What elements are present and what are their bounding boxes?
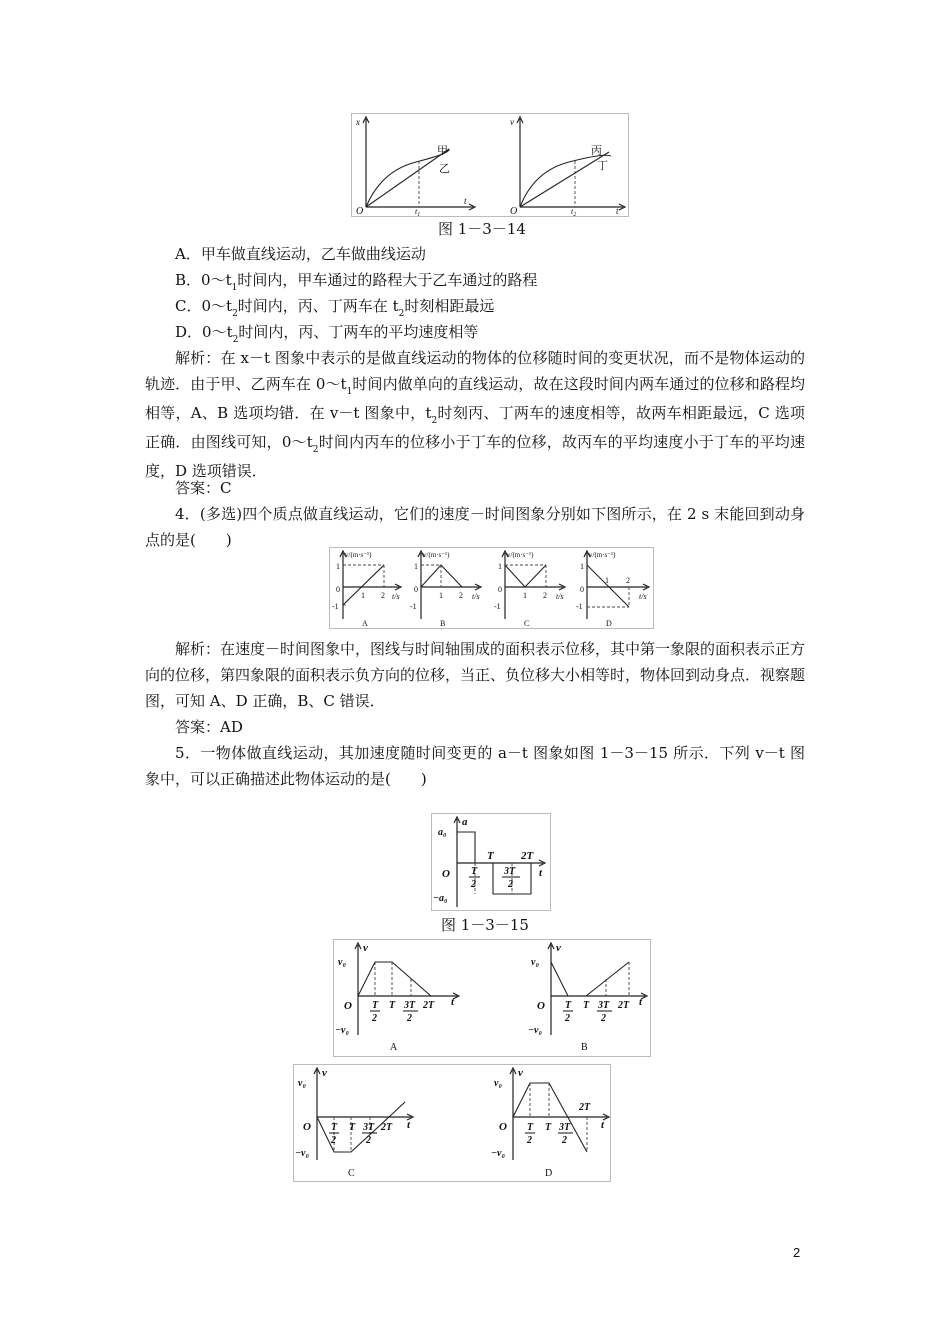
svg-text:v/(m·s⁻¹): v/(m·s⁻¹) <box>423 551 450 559</box>
svg-text:2: 2 <box>459 591 463 600</box>
svg-text:x: x <box>356 117 360 127</box>
svg-text:2: 2 <box>527 1135 532 1146</box>
q4-stem: 4．(多选)四个质点做直线运动，它们的速度－时间图象分别如下图所示，在 2 s 末能回到动身点的是( ) <box>145 505 805 549</box>
svg-text:D: D <box>545 1168 553 1179</box>
svg-text:−a₀: −a₀ <box>433 893 448 904</box>
svg-text:2: 2 <box>626 576 630 585</box>
svg-text:1: 1 <box>605 576 609 585</box>
svg-text:T: T <box>527 1122 534 1133</box>
option-c: C．$0\sim t_2$时间内，丙、丁两车在 $t_2$时刻相距最远 <box>175 297 495 319</box>
svg-text:1: 1 <box>336 562 340 571</box>
svg-text:-1: -1 <box>576 602 583 611</box>
svg-text:1: 1 <box>498 562 502 571</box>
svg-text:O: O <box>344 1000 352 1012</box>
svg-text:t: t <box>616 206 619 216</box>
svg-text:v: v <box>518 1067 523 1079</box>
svg-text:丙: 丙 <box>591 145 602 157</box>
svg-text:D: D <box>606 619 612 628</box>
svg-text:1: 1 <box>361 591 365 600</box>
svg-text:0: 0 <box>336 585 340 594</box>
svg-text:v: v <box>322 1067 327 1079</box>
q5-stem: 5．一物体做直线运动，其加速度随时间变更的 a－t 图象如图 1－3－15 所示．下列 v－t 图象中，可以正确描述此物体运动的是( ) <box>145 744 805 788</box>
svg-text:t: t <box>639 996 643 1008</box>
svg-text:a: a <box>462 816 468 828</box>
q4-answer: 答案：AD <box>175 718 243 736</box>
svg-text:T: T <box>331 1122 338 1133</box>
svg-text:v₀: v₀ <box>531 957 539 968</box>
q5-vt-figure-ab <box>333 939 651 1057</box>
svg-text:v₀: v₀ <box>298 1078 306 1089</box>
svg-text:2T: 2T <box>381 1122 393 1133</box>
svg-text:2: 2 <box>601 1013 606 1024</box>
svg-text:2T: 2T <box>579 1102 591 1113</box>
svg-text:T: T <box>565 1000 572 1011</box>
q3-answer: 答案：C <box>175 479 232 497</box>
svg-text:O: O <box>303 1121 311 1133</box>
svg-text:O: O <box>442 868 450 880</box>
svg-text:-1: -1 <box>332 602 339 611</box>
figure-caption-1-3-15: 图 1－3－15 <box>441 916 529 934</box>
svg-text:0: 0 <box>580 585 584 594</box>
svg-text:3T: 3T <box>559 1122 571 1133</box>
svg-text:A: A <box>390 1042 398 1053</box>
svg-text:3T: 3T <box>404 1000 416 1011</box>
svg-text:0: 0 <box>498 585 502 594</box>
q4-analysis: 解析：在速度－时间图象中，图线与时间轴围成的面积表示位移，其中第一象限的面积表示正方向的位移，第四象限的面积表示负方向的位移，当正、负位移大小相等时，物体回到动身点．视察题图，可知 A、D 正确，B、C 错误． <box>145 640 806 710</box>
figure-caption-1-3-14: 图 1－3－14 <box>438 220 526 238</box>
svg-text:v₀: v₀ <box>338 957 346 968</box>
svg-text:甲: 甲 <box>437 145 448 157</box>
svg-text:t: t <box>601 1119 605 1131</box>
svg-text:3T: 3T <box>363 1122 375 1133</box>
svg-text:丁: 丁 <box>597 160 608 172</box>
page-number: 2 <box>793 1245 801 1260</box>
svg-text:v/(m·s⁻¹): v/(m·s⁻¹) <box>589 551 616 559</box>
svg-text:v: v <box>363 942 368 954</box>
option-b: B．$0\sim t_1$时间内，甲车通过的路程大于乙车通过的路程 <box>175 271 538 293</box>
svg-text:2: 2 <box>508 879 513 890</box>
svg-text:2: 2 <box>331 1135 336 1146</box>
svg-text:T: T <box>545 1122 552 1133</box>
svg-text:1: 1 <box>523 591 527 600</box>
svg-text:v/(m·s⁻¹): v/(m·s⁻¹) <box>507 551 534 559</box>
svg-text:2: 2 <box>381 591 385 600</box>
q3-analysis: 解析：在 x－t 图象中表示的是做直线运动的物体的位移随时间的变更状况，而不是物体运动的轨迹．由于甲、乙两车在 $0\sim t_1$时间内做单向的直线运动，故在这段时间内两车通过的位移和路程均相等，A、B 选项均错．在 v－t 图象中，$t_2$时刻丙、丁两车的速度相等，故两车相距最远，C 选项正确．由图线可知，$0\sim t_2$时间内丙车的位移小于丁车的位移，故丙车的平均速度小于丁车的平均速度，D 选项错误． <box>145 349 805 480</box>
svg-text:T: T <box>372 1000 379 1011</box>
option-d: D．$0\sim t_2$时间内，丙、丁两车的平均速度相等 <box>175 323 479 345</box>
svg-text:3T: 3T <box>598 1000 610 1011</box>
svg-text:1: 1 <box>439 591 443 600</box>
option-a: A．甲车做直线运动，乙车做曲线运动 <box>175 245 426 263</box>
svg-text:2T: 2T <box>618 1000 630 1011</box>
svg-text:T: T <box>389 1000 396 1011</box>
figure-1-3-14 <box>351 113 629 217</box>
svg-text:v: v <box>510 117 514 127</box>
svg-text:t: t <box>464 196 467 206</box>
svg-text:乙: 乙 <box>439 163 450 175</box>
svg-text:−v₀: −v₀ <box>528 1025 542 1036</box>
figure-1-3-15 <box>431 813 551 911</box>
svg-text:T: T <box>349 1122 356 1133</box>
svg-text:2: 2 <box>565 1013 570 1024</box>
svg-text:v: v <box>556 942 561 954</box>
svg-text:O: O <box>537 1000 545 1012</box>
svg-text:2: 2 <box>372 1013 377 1024</box>
svg-text:B: B <box>440 619 446 628</box>
svg-text:-1: -1 <box>410 602 417 611</box>
svg-text:2T: 2T <box>423 1000 435 1011</box>
svg-text:t2: $t_2$ <box>571 207 577 217</box>
svg-text:T: T <box>583 1000 590 1011</box>
svg-text:t: t <box>451 996 455 1008</box>
svg-text:t/s: t/s <box>556 592 564 601</box>
q5-vt-figure-cd <box>293 1064 611 1182</box>
svg-text:O: O <box>499 1121 507 1133</box>
svg-text:B: B <box>581 1042 588 1053</box>
svg-text:t/s: t/s <box>472 592 480 601</box>
svg-text:O: O <box>510 206 518 217</box>
svg-text:2: 2 <box>562 1135 567 1146</box>
svg-text:−v₀: −v₀ <box>491 1148 505 1159</box>
svg-text:C: C <box>524 619 530 628</box>
q4-figure <box>329 547 654 629</box>
svg-text:t1: $t_1$ <box>415 207 421 217</box>
svg-text:1: 1 <box>414 562 418 571</box>
svg-text:t/s: t/s <box>392 592 400 601</box>
svg-text:2: 2 <box>543 591 547 600</box>
svg-text:−v₀: −v₀ <box>295 1148 309 1159</box>
svg-text:t/s: t/s <box>639 592 647 601</box>
svg-text:2: 2 <box>471 879 476 890</box>
svg-text:a₀: a₀ <box>438 827 447 838</box>
svg-text:t: t <box>539 867 543 879</box>
svg-text:T: T <box>487 850 494 862</box>
svg-text:2: 2 <box>366 1135 371 1146</box>
svg-text:v₀: v₀ <box>494 1078 502 1089</box>
svg-text:3T: 3T <box>504 866 516 877</box>
svg-text:t: t <box>407 1119 411 1131</box>
svg-text:v/(m·s⁻¹): v/(m·s⁻¹) <box>345 551 372 559</box>
svg-text:−v₀: −v₀ <box>335 1025 349 1036</box>
svg-text:T: T <box>471 866 478 877</box>
svg-text:A: A <box>362 619 368 628</box>
svg-text:-1: -1 <box>494 602 501 611</box>
svg-text:2T: 2T <box>521 850 534 862</box>
svg-text:O: O <box>356 206 364 217</box>
svg-text:1: 1 <box>580 562 584 571</box>
svg-text:C: C <box>348 1168 355 1179</box>
svg-text:2: 2 <box>407 1013 412 1024</box>
svg-text:0: 0 <box>414 585 418 594</box>
